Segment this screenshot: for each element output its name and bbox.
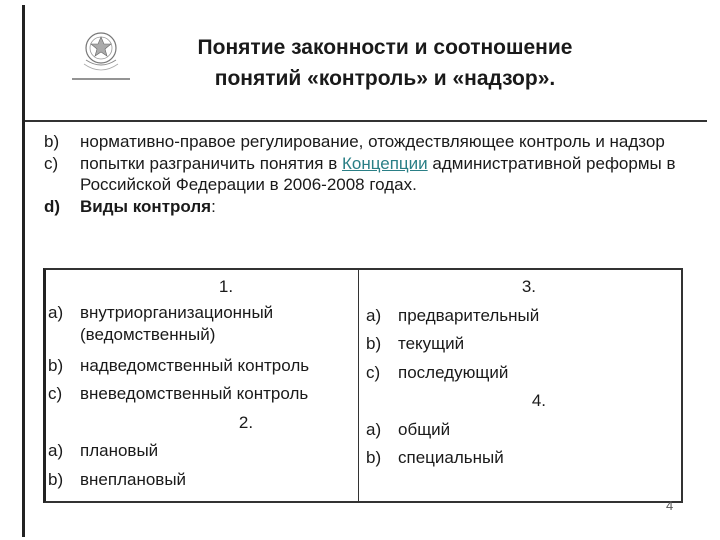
left-column: [48, 273, 354, 494]
slide-title: [150, 32, 620, 94]
list-item-text: [80, 302, 354, 324]
intro-item-c: [44, 153, 694, 196]
concept-link[interactable]: Концепции: [341, 153, 428, 173]
list-item: [48, 466, 354, 495]
list-marker: a): [366, 419, 382, 439]
list-marker: b): [48, 469, 64, 489]
group-heading-2: 2.: [238, 412, 254, 432]
intro-item-text: [80, 153, 694, 196]
list-item: [366, 444, 666, 473]
list-marker: c): [44, 153, 59, 173]
list-item-text: вневедомственный контроль: [80, 384, 309, 403]
list-marker: a): [48, 441, 64, 460]
item-main-text: внутриорганизационный: [80, 302, 274, 322]
list-marker: a): [48, 302, 64, 322]
list-item: [366, 302, 666, 331]
list-marker: c): [366, 362, 381, 382]
intro-item-text: нормативно-правое регулирование, отождествляющее контроль и надзор: [80, 132, 665, 151]
emblem-logo: [70, 24, 132, 82]
intro-item-d: [44, 196, 694, 218]
list-item-text: плановый: [80, 441, 159, 460]
list-item: [48, 380, 354, 409]
intro-item-text: [80, 196, 694, 218]
list-marker: b): [44, 132, 60, 151]
intro-item-b: [44, 131, 694, 153]
list-item: [366, 416, 666, 445]
list-marker: b): [366, 448, 382, 467]
list-marker: d): [44, 196, 61, 216]
list-item: [48, 302, 354, 324]
page-number: 4: [666, 498, 674, 513]
text-before-link: попытки разграничить понятия в: [80, 153, 342, 173]
list-item: [48, 352, 354, 381]
control-types-heading: Виды контроля: [80, 196, 212, 216]
list-item: [48, 437, 354, 466]
list-item-text: последующий: [398, 362, 509, 382]
group-heading-4: 4.: [531, 391, 546, 410]
title-line-1: Понятие законности и соотношение: [197, 36, 573, 59]
list-marker: b): [366, 334, 382, 353]
group-heading-3: 3.: [521, 277, 536, 296]
list-item: [366, 330, 666, 359]
list-item: [366, 359, 666, 388]
list-item-subtext: (ведомственный): [80, 324, 216, 344]
list-marker: b): [48, 355, 64, 375]
list-item-text: специальный: [398, 448, 504, 467]
colon: :: [211, 196, 216, 216]
title-divider: [25, 120, 707, 122]
text-after-link: административной реформы в Российской Федерации в 2006-2008 годах.: [80, 153, 676, 194]
list-marker: c): [48, 384, 63, 403]
right-column: [366, 273, 666, 473]
list-marker: a): [366, 305, 382, 325]
group-heading-1: 1.: [218, 277, 234, 296]
list-item-text: внеплановый: [80, 469, 187, 489]
list-item-text: текущий: [398, 334, 465, 353]
list-item-text: надведомственный контроль: [80, 355, 310, 375]
list-item-text: предварительный: [398, 305, 540, 325]
title-line-2: понятий «контроль» и «надзор».: [214, 67, 556, 90]
list-item-text: общий: [398, 419, 451, 439]
intro-list: [44, 131, 694, 217]
column-divider: [358, 268, 359, 503]
